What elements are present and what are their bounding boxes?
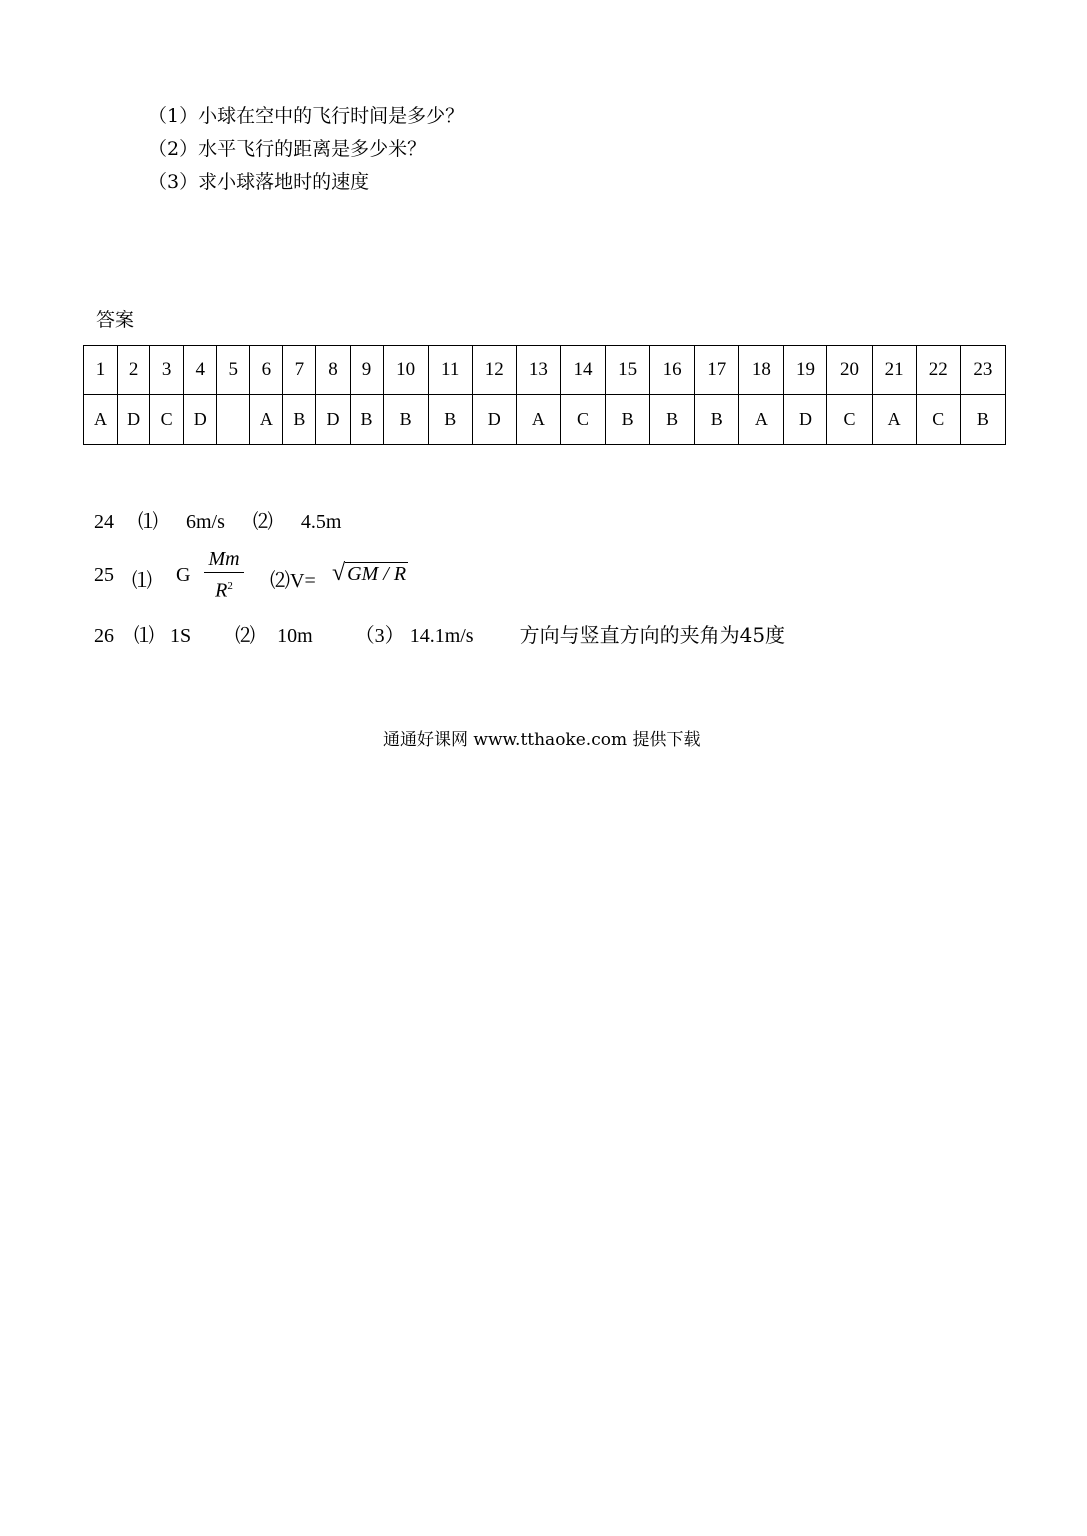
answer-letter-cell: C xyxy=(827,395,872,445)
answer-26-part1-value: 1S xyxy=(170,625,192,647)
answer-letter-cell: B xyxy=(650,395,695,445)
answer-24 xyxy=(94,505,341,534)
fraction-bar xyxy=(204,572,244,573)
answer-number-cell: 2 xyxy=(118,346,150,395)
answer-number-cell: 5 xyxy=(217,346,250,395)
answer-26-number: 26 xyxy=(94,625,114,647)
fraction-denominator: $R^2$ xyxy=(215,579,233,602)
answer-number-cell: 11 xyxy=(428,346,472,395)
answer-25-number: 25 xyxy=(94,564,114,586)
answer-letter-cell: D xyxy=(118,395,150,445)
answer-24-part1-label: ⑴ xyxy=(138,511,158,533)
answer-24-part1-value: 6m/s xyxy=(186,511,225,533)
answer-number-cell: 13 xyxy=(516,346,560,395)
answer-26-part1-label: ⑴ xyxy=(134,625,154,647)
answer-26-note: 方向与竖直方向的夹角为45度 xyxy=(519,623,786,647)
answer-letter-cell: D xyxy=(184,395,217,445)
answer-number-cell: 23 xyxy=(960,346,1005,395)
answer-25-g: G xyxy=(176,564,191,586)
answer-letter-cell: B xyxy=(350,395,383,445)
answer-number-cell: 16 xyxy=(650,346,695,395)
answer-25-fraction xyxy=(204,548,244,602)
answer-number-cell: 1 xyxy=(84,346,118,395)
answer-letter-cell: D xyxy=(316,395,350,445)
footer-credit: 通通好课网 www.tthaoke.com 提供下载 xyxy=(383,730,701,750)
answer-letter-cell: A xyxy=(516,395,560,445)
answer-letter-cell: B xyxy=(960,395,1005,445)
answer-number-cell: 17 xyxy=(695,346,739,395)
answer-letter-cell: A xyxy=(250,395,283,445)
answers-title: 答案 xyxy=(96,309,135,331)
answer-26-part3-label: （3） xyxy=(354,625,405,647)
answer-26 xyxy=(94,619,785,648)
question-2: （2）水平飞行的距离是多少米？ xyxy=(148,138,427,160)
answer-number-cell: 6 xyxy=(250,346,283,395)
answer-number-cell: 19 xyxy=(784,346,827,395)
answer-number-cell: 12 xyxy=(472,346,516,395)
answer-letter-cell: B xyxy=(383,395,428,445)
answer-letter-cell: D xyxy=(784,395,827,445)
answer-letter-cell: A xyxy=(84,395,118,445)
answer-letter-cell: C xyxy=(916,395,960,445)
answer-25-sqrt xyxy=(332,560,408,587)
answer-letter-cell: B xyxy=(606,395,650,445)
answer-letter-cell: C xyxy=(560,395,605,445)
answer-number-cell: 14 xyxy=(560,346,605,395)
answer-letter-cell: B xyxy=(283,395,316,445)
answer-25-part1-label: ⑴ xyxy=(132,570,152,592)
answer-letter-row xyxy=(84,395,1006,445)
answer-24-part2-label: ⑵ xyxy=(252,511,273,533)
answer-number-cell: 15 xyxy=(606,346,650,395)
answer-letter-cell: C xyxy=(150,395,184,445)
answer-letter-cell: A xyxy=(872,395,916,445)
answer-26-part2-label: ⑵ xyxy=(235,625,256,647)
question-1: （1）小球在空中的飞行时间是多少？ xyxy=(148,105,465,127)
answer-letter-cell: B xyxy=(428,395,472,445)
answer-number-cell: 8 xyxy=(316,346,350,395)
answer-letter-cell xyxy=(217,395,250,445)
sqrt-expression: GM / R xyxy=(347,563,407,585)
answer-26-part2-value: 10m xyxy=(277,625,313,647)
answer-number-cell: 7 xyxy=(283,346,316,395)
answer-number-cell: 20 xyxy=(827,346,872,395)
sqrt-icon: √ xyxy=(332,560,346,586)
answer-26-part3-value: 14.1m/s xyxy=(409,625,474,647)
answer-number-row xyxy=(84,346,1006,395)
answer-number-cell: 21 xyxy=(872,346,916,395)
answer-letter-cell: B xyxy=(695,395,739,445)
answer-number-cell: 18 xyxy=(739,346,784,395)
question-3: （3）求小球落地时的速度 xyxy=(148,171,370,193)
answer-letter-cell: A xyxy=(739,395,784,445)
answer-24-number: 24 xyxy=(94,511,114,533)
answer-number-cell: 22 xyxy=(916,346,960,395)
answer-number-cell: 3 xyxy=(150,346,184,395)
answer-number-cell: 10 xyxy=(383,346,428,395)
answer-25-part2-label: ⑵V= xyxy=(270,570,316,592)
answer-letter-cell: D xyxy=(472,395,516,445)
answer-table xyxy=(83,345,1006,445)
answer-24-part2-value: 4.5m xyxy=(300,511,342,533)
fraction-numerator: Mm xyxy=(208,548,240,570)
answer-number-cell: 4 xyxy=(184,346,217,395)
answer-number-cell: 9 xyxy=(350,346,383,395)
